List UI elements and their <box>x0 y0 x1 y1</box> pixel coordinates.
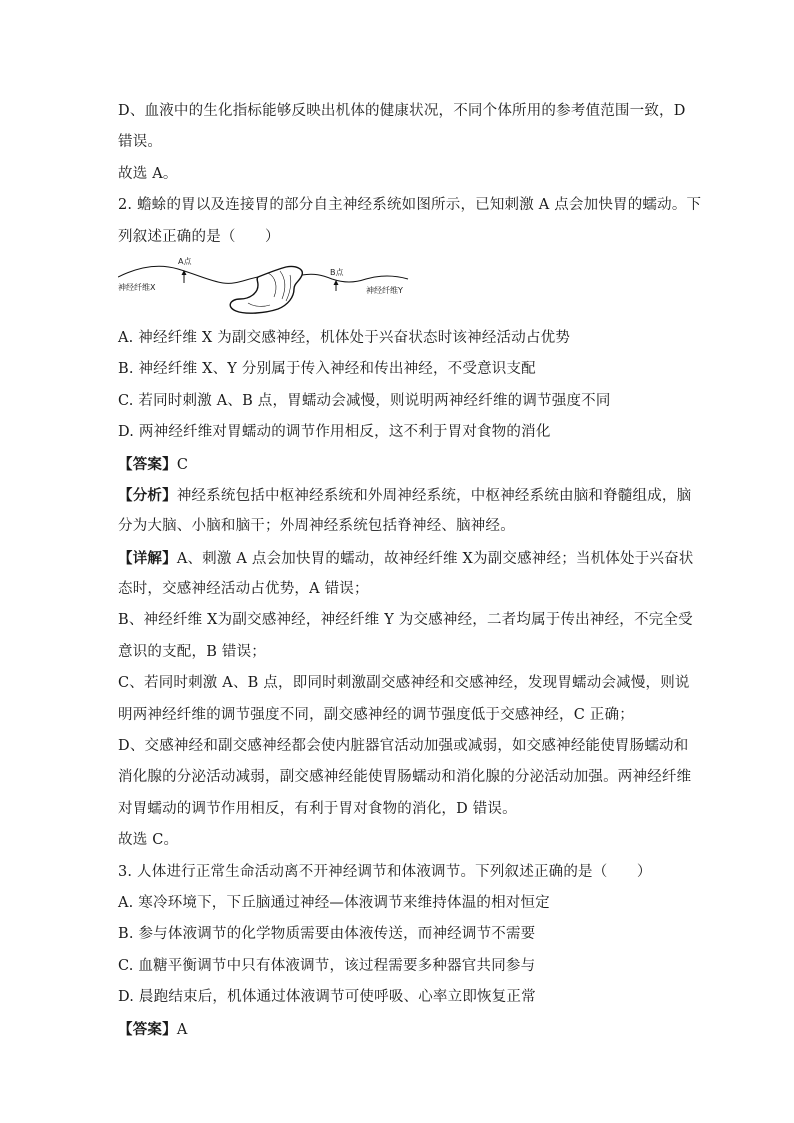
q2-stem-line1: 2. 蟾蜍的胃以及连接胃的部分自主神经系统如图所示，已知刺激 A 点会加快胃的蠕动。下 <box>118 197 702 214</box>
q2-option-d: D. 两神经纤维对胃蠕动的调节作用相反，这不利于胃对食物的消化 <box>118 424 551 441</box>
q2-analysis-line1 <box>118 480 692 511</box>
label-point-b: B点 <box>330 267 344 277</box>
q3-answer: A <box>176 1021 188 1038</box>
q2-detail-line3: B、神经纤维 X为副交感神经，神经纤维 Y 为交感神经，二者均属于传出神经，不完全受 <box>118 612 693 629</box>
q2-detail-line2: 态时，交感神经活动占优势，A 错误； <box>118 581 369 598</box>
q2-detail-line6: 明两神经纤维的调节强度不同，副交感神经的调节强度低于交感神经，C 正确； <box>118 706 634 723</box>
q2-analysis-line2: 分为大脑、小脑和脑干；外周神经系统包括脊神经、脑神经。 <box>118 518 515 535</box>
q3-stem: 3. 人体进行正常生命活动离不开神经调节和体液调节。下列叙述正确的是（ ） <box>118 863 652 880</box>
q2-answer: C <box>176 456 189 473</box>
prev-conclusion: 故选 A。 <box>118 165 178 182</box>
q3-option-d: D. 晨跑结束后，机体通过体液调节可使呼吸、心率立即恢复正常 <box>118 989 536 1006</box>
q3-answer-tag: 【答案】 <box>118 1020 177 1038</box>
document-page <box>118 96 702 1045</box>
label-nerve-fiber-x: 神经纤维X <box>118 282 156 292</box>
q2-detail-text1: A、刺激 A 点会加快胃的蠕动，故神经纤维 X为副交感神经；当机体处于兴奋状 <box>176 550 694 567</box>
q3-option-a: A. 寒冷环境下，下丘脑通过神经—体液调节来维持体温的相对恒定 <box>118 894 550 911</box>
q2-detail-line7: D、交感神经和副交感神经都会使内脏器官活动加强或减弱，如交感神经能使胃肠蠕动和 <box>118 738 689 755</box>
prev-option-d-line2: 错误。 <box>118 134 163 151</box>
q2-answer-line <box>118 449 678 480</box>
q2-conclusion: 故选 C。 <box>118 832 179 849</box>
q3-option-c: C. 血糖平衡调节中只有体液调节，该过程需要多种器官共同参与 <box>118 957 536 974</box>
q2-option-b: B. 神经纤维 X、Y 分别属于传入神经和传出神经，不受意识支配 <box>118 361 536 378</box>
nerve-fiber-y-line <box>302 274 408 282</box>
label-point-a: A点 <box>178 256 192 266</box>
q2-detail-tag: 【详解】 <box>118 549 177 567</box>
q2-analysis-tag: 【分析】 <box>118 486 177 504</box>
q2-stem-line2: 列叙述正确的是（ ） <box>118 228 280 245</box>
nerve-fiber-x-line <box>118 266 258 283</box>
stomach-nerve-figure <box>118 253 678 323</box>
q2-detail-line5: C、若同时刺激 A、B 点，即同时刺激副交感神经和交感神经，发现胃蠕动会减慢，则说 <box>118 675 690 692</box>
q2-answer-tag: 【答案】 <box>118 455 177 473</box>
label-nerve-fiber-y: 神经纤维Y <box>366 285 403 295</box>
stomach-nerve-diagram <box>118 253 438 323</box>
q2-detail-line8: 消化腺的分泌活动减弱，副交感神经能使胃肠蠕动和消化腺的分泌活动加强。两神经纤维 <box>118 769 692 786</box>
q2-analysis-text1: 神经系统包括中枢神经系统和外周神经系统，中枢神经系统由脑和脊髓组成，脑 <box>176 487 692 504</box>
q2-detail-line4: 意识的支配，B 错误； <box>118 643 266 660</box>
prev-option-d-line1: D、血液中的生化指标能够反映出机体的健康状况，不同个体所用的参考值范围一致，D <box>118 103 686 119</box>
q3-option-b: B. 参与体液调节的化学物质需要由体液传送，而神经调节不需要 <box>118 926 536 943</box>
q2-option-c: C. 若同时刺激 A、B 点，胃蠕动会减慢，则说明两神经纤维的调节强度不同 <box>118 392 611 409</box>
q3-answer-line <box>118 1014 678 1045</box>
q2-option-a: A. 神经纤维 X 为副交感神经，机体处于兴奋状态时该神经活动占优势 <box>118 329 571 346</box>
q2-detail-line9: 对胃蠕动的调节作用相反，有利于胃对食物的消化，D 错误。 <box>118 800 517 817</box>
q2-detail-line1 <box>118 543 694 574</box>
